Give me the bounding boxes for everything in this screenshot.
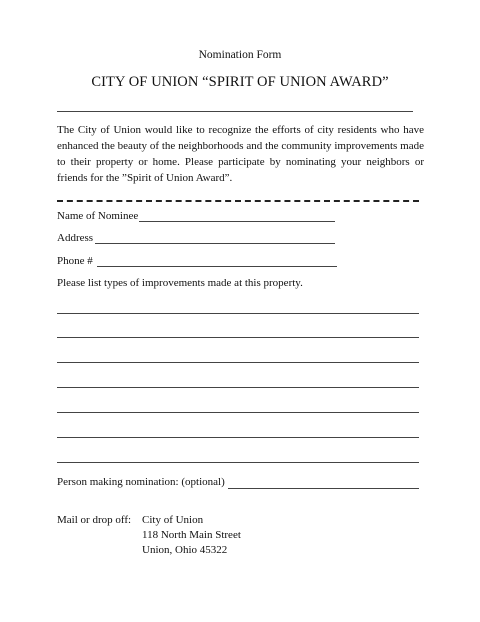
nominator-field[interactable] [228, 488, 419, 489]
intro-paragraph: The City of Union would like to recognize the efforts of city residents who have enhanced the beauty of the neighborhoods and the community improvements made to their property or home. Please participate by nominating your neighbors or friends for the ”Spirit of Union Award”. [57, 124, 424, 184]
improvements-line-7[interactable] [57, 462, 419, 463]
nominator-label: Person making nomination: (optional) [57, 476, 225, 488]
form-heading: Nomination Form [198, 49, 282, 61]
mail-address-line-3: Union, Ohio 45322 [142, 544, 228, 556]
nominee-field[interactable] [139, 221, 335, 222]
mail-address-line-2: 118 North Main Street [142, 529, 241, 541]
mail-label: Mail or drop off: [57, 514, 132, 526]
address-label: Address [57, 232, 94, 244]
mail-address-line-1: City of Union [142, 514, 204, 526]
nominee-label: Name of Nominee [57, 210, 139, 222]
improvements-line-6[interactable] [57, 437, 419, 438]
form-title: CITY OF UNION “SPIRIT OF UNION AWARD” [91, 74, 389, 90]
phone-label: Phone # [57, 255, 93, 267]
improvements-line-3[interactable] [57, 362, 419, 363]
improvements-line-5[interactable] [57, 412, 419, 413]
dashed-divider [57, 200, 419, 202]
address-field[interactable] [95, 243, 335, 244]
improvements-line-4[interactable] [57, 387, 419, 388]
title-divider [57, 111, 413, 112]
improvements-label: Please list types of improvements made at this property. [57, 277, 303, 289]
phone-field[interactable] [97, 266, 337, 267]
improvements-line-2[interactable] [57, 337, 419, 338]
improvements-line-1[interactable] [57, 313, 419, 314]
